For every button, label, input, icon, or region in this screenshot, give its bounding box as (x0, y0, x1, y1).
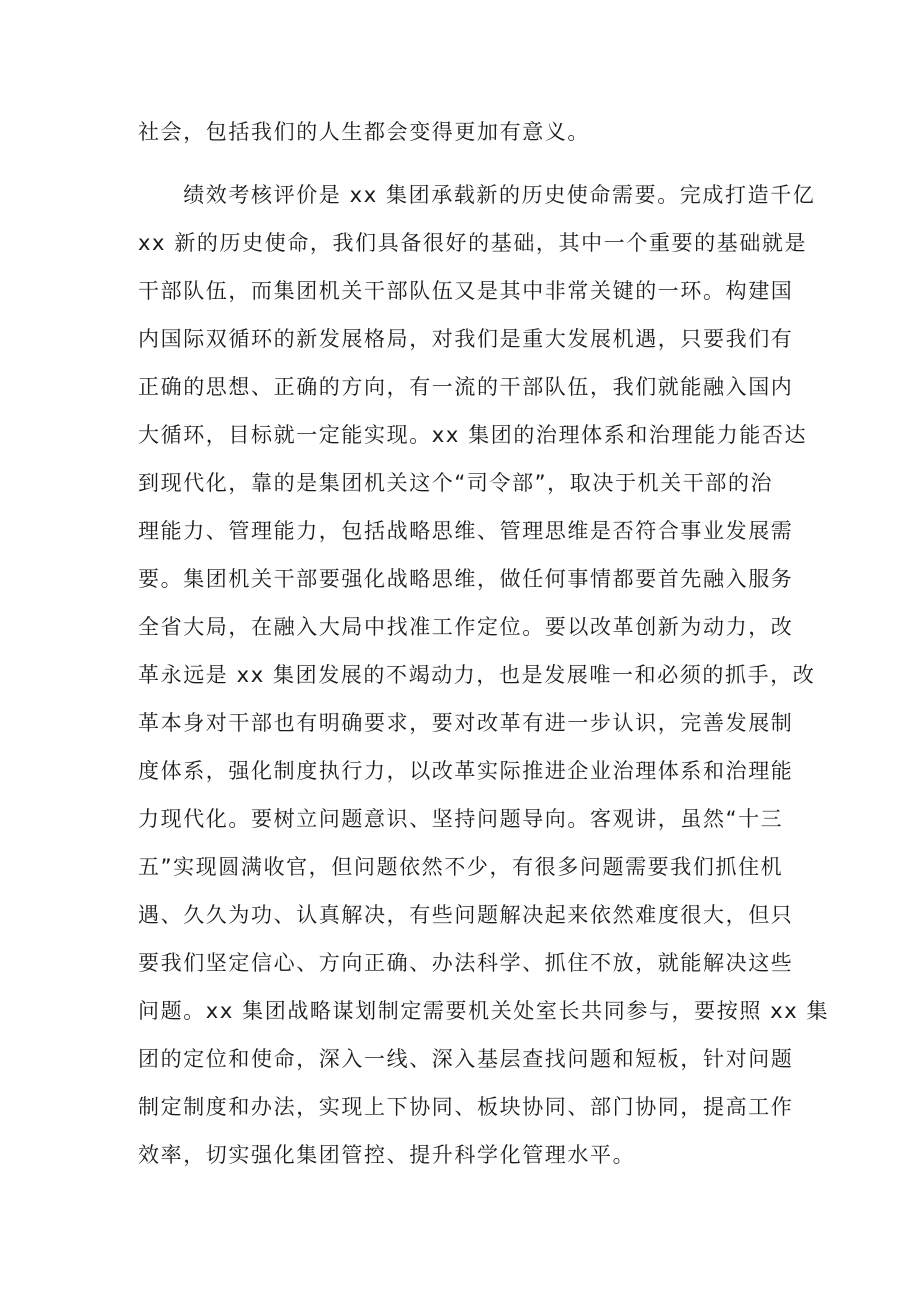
paragraph-line: 革永远是 xx 集团发展的不竭动力，也是发展唯一和必须的抓手，改 (138, 663, 816, 687)
paragraph-line: 正确的思想、正确的方向，有一流的干部队伍，我们就能融入国内 (138, 375, 794, 399)
paragraph-line: 革本身对干部也有明确要求，要对改革有进一步认识，完善发展制 (138, 711, 794, 735)
paragraph-line: 要。集团机关干部要强化战略思维，做任何事情都要首先融入服务 (138, 567, 794, 591)
paragraph-line: 五”实现圆满收官，但问题依然不少，有很多问题需要我们抓住机 (138, 855, 784, 879)
paragraph-line: 效率，切实强化集团管控、提升科学化管理水平。 (138, 1143, 636, 1167)
paragraph-line: 干部队伍，而集团机关干部队伍又是其中非常关键的一环。构建国 (138, 279, 794, 303)
paragraph-line: 全省大局，在融入大局中找准工作定位。要以改革创新为动力，改 (138, 615, 794, 639)
paragraph-line: 力现代化。要树立问题意识、坚持问题导向。客观讲，虽然“十三 (138, 807, 784, 831)
paragraph-line: 社会，包括我们的人生都会变得更加有意义。 (138, 120, 590, 144)
paragraph-line: 到现代化，靠的是集团机关这个“司令部”，取决于机关干部的治 (138, 471, 774, 495)
paragraph-line: 制定制度和办法，实现上下协同、板块协同、部门协同，提高工作 (138, 1095, 794, 1119)
paragraph-line: 问题。xx 集团战略谋划制定需要机关处室长共同参与，要按照 xx 集 (138, 999, 830, 1023)
paragraph-line: 遇、久久为功、认真解决，有些问题解决起来依然难度很大，但只 (138, 903, 794, 927)
paragraph-line: 大循环，目标就一定能实现。xx 集团的治理体系和治理能力能否达 (138, 423, 808, 447)
paragraph-line: 要我们坚定信心、方向正确、办法科学、抓住不放，就能解决这些 (138, 951, 794, 975)
paragraph-line: 内国际双循环的新发展格局，对我们是重大发展机遇，只要我们有 (138, 327, 794, 351)
paragraph-line: 理能力、管理能力，包括战略思维、管理思维是否符合事业发展需 (138, 519, 794, 543)
paragraph-line: 团的定位和使命，深入一线、深入基层查找问题和短板，针对问题 (138, 1047, 794, 1071)
paragraph-line: xx 新的历史使命，我们具备很好的基础，其中一个重要的基础就是 (138, 231, 808, 255)
paragraph-line: 绩效考核评价是 xx 集团承载新的历史使命需要。完成打造千亿 (138, 183, 816, 207)
paragraph-line: 度体系，强化制度执行力，以改革实际推进企业治理体系和治理能 (138, 759, 794, 783)
